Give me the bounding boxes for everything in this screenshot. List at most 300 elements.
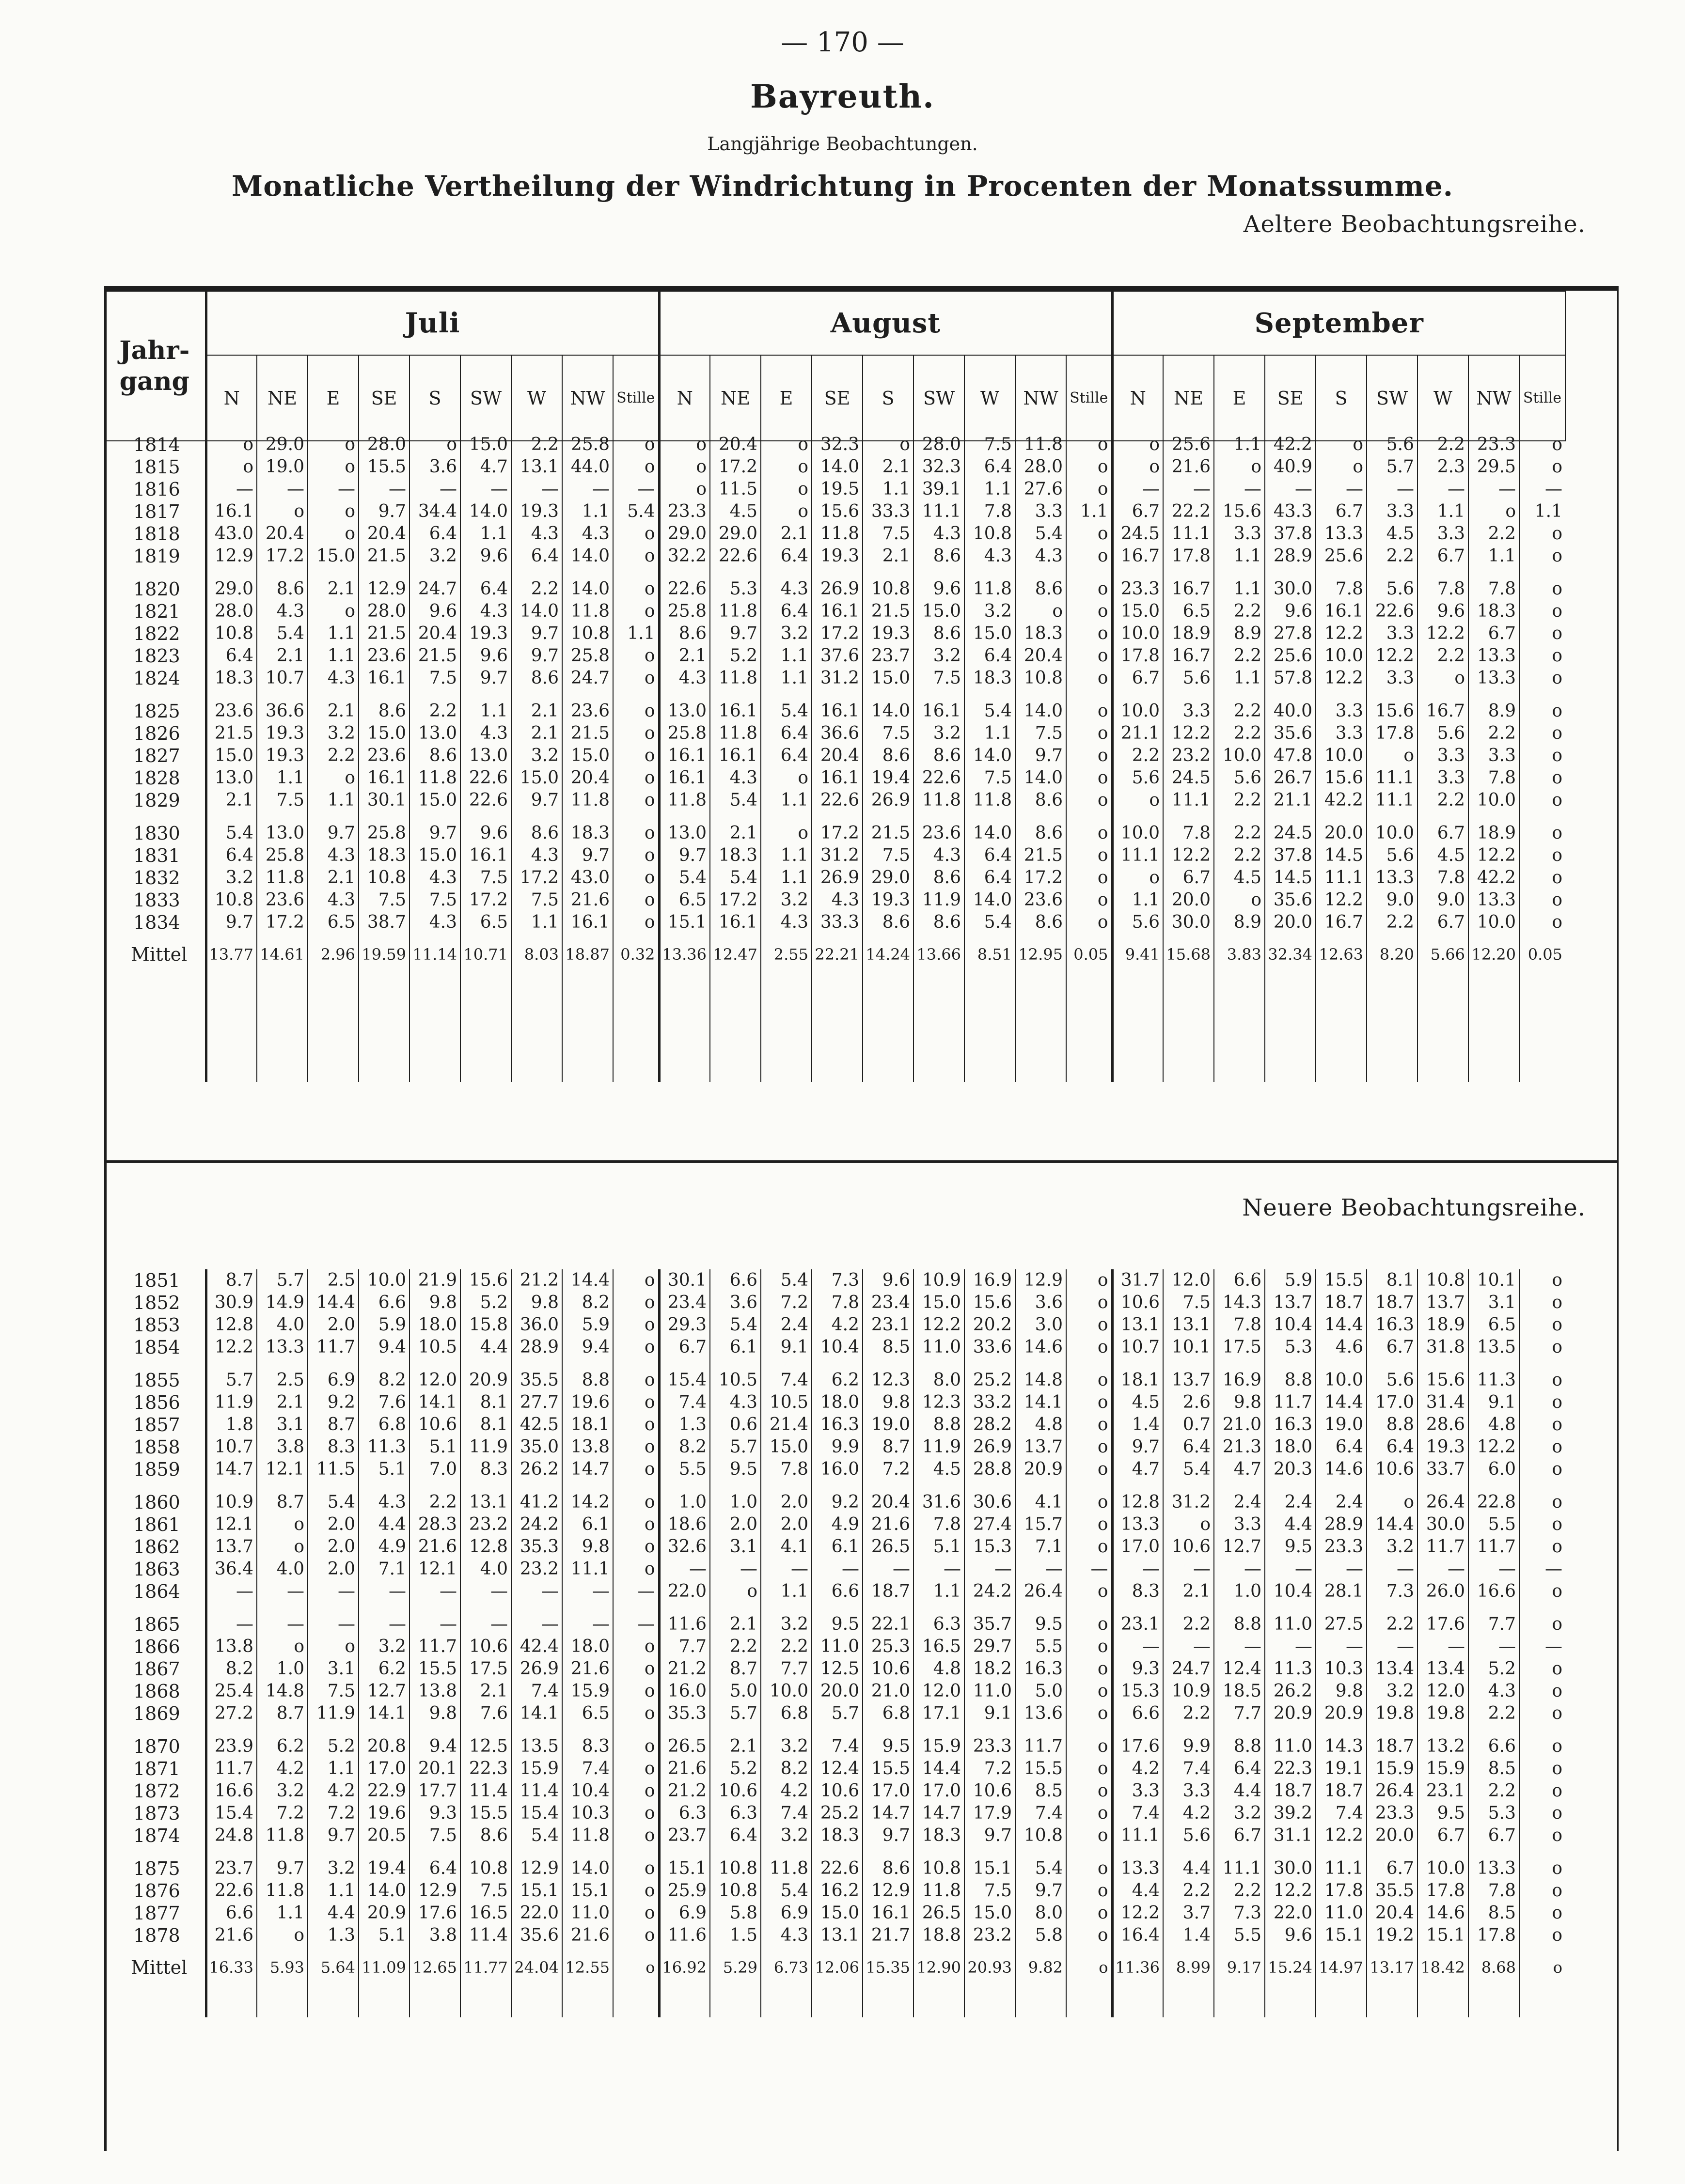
value-cell: 13.1 xyxy=(511,456,562,478)
value-cell: 28.2 xyxy=(964,1414,1015,1436)
value-cell: 42.4 xyxy=(511,1636,562,1658)
value-cell: 22.0 xyxy=(1265,1902,1316,1924)
value-cell: — xyxy=(613,478,659,500)
value-cell: 23.7 xyxy=(206,1847,257,1880)
table-row xyxy=(104,478,1565,500)
table-row xyxy=(104,1603,1565,1636)
value-cell: o xyxy=(1519,545,1565,567)
blank-cell xyxy=(1265,1979,1316,2017)
value-cell: — xyxy=(409,478,460,500)
value-cell: 17.8 xyxy=(1163,545,1214,567)
direction-header: N xyxy=(1112,355,1163,441)
value-cell: 4.3 xyxy=(308,844,359,867)
value-cell: 12.8 xyxy=(1112,1481,1163,1513)
value-cell: 22.6 xyxy=(206,1880,257,1902)
value-cell: 12.2 xyxy=(1417,623,1468,645)
value-cell: 26.9 xyxy=(863,789,913,811)
value-cell: 32.3 xyxy=(812,434,863,456)
value-cell: 24.5 xyxy=(1112,523,1163,545)
value-cell: 8.3 xyxy=(460,1458,511,1481)
value-cell: 11.0 xyxy=(913,1336,964,1358)
value-cell: 16.3 xyxy=(1265,1414,1316,1436)
value-cell: 6.5 xyxy=(308,911,359,934)
value-cell: 35.6 xyxy=(1265,889,1316,911)
mittel-value: 0.32 xyxy=(613,934,659,966)
value-cell: 13.7 xyxy=(206,1536,257,1558)
value-cell: 16.1 xyxy=(659,767,710,789)
table-row xyxy=(104,645,1565,667)
value-cell: 8.7 xyxy=(308,1414,359,1436)
value-cell: 6.7 xyxy=(1316,500,1367,523)
value-cell: 7.1 xyxy=(359,1558,409,1580)
value-cell: 12.2 xyxy=(1316,623,1367,645)
value-cell: 7.8 xyxy=(1468,1880,1519,1902)
value-cell: o xyxy=(1519,745,1565,767)
value-cell: 6.2 xyxy=(359,1658,409,1680)
value-cell: 16.1 xyxy=(710,689,761,722)
value-cell: 14.0 xyxy=(964,745,1015,767)
value-cell: 5.3 xyxy=(710,567,761,600)
value-cell: 14.9 xyxy=(257,1292,308,1314)
value-cell: 23.3 xyxy=(1316,1536,1367,1558)
value-cell: o xyxy=(613,1436,659,1458)
value-cell: 16.1 xyxy=(710,745,761,767)
value-cell: o xyxy=(1519,567,1565,600)
value-cell: 21.5 xyxy=(562,722,613,745)
value-cell: o xyxy=(659,478,710,500)
value-cell: 4.7 xyxy=(1214,1458,1265,1481)
value-cell: 28.6 xyxy=(1417,1414,1468,1436)
year-cell: 1815 xyxy=(133,456,180,478)
value-cell: o xyxy=(1066,1802,1112,1825)
value-cell: 6.4 xyxy=(761,745,812,767)
value-cell: 2.1 xyxy=(308,689,359,722)
value-cell: 15.6 xyxy=(1316,767,1367,789)
value-cell: 15.0 xyxy=(562,745,613,767)
value-cell: 8.6 xyxy=(863,911,913,934)
value-cell: 9.6 xyxy=(409,600,460,623)
direction-header: S xyxy=(863,355,913,441)
value-cell: o xyxy=(1066,567,1112,600)
value-cell: 2.2 xyxy=(1417,645,1468,667)
year-cell: 1851 xyxy=(133,1270,180,1291)
mittel-value: 14.61 xyxy=(257,934,308,966)
mittel-value: 12.55 xyxy=(562,1947,613,1979)
value-cell: 10.5 xyxy=(761,1391,812,1414)
value-cell: o xyxy=(1519,911,1565,934)
blank-cell xyxy=(1417,1979,1468,2017)
value-cell: 18.1 xyxy=(1112,1358,1163,1391)
value-cell: 6.4 xyxy=(761,545,812,567)
mittel-value: 11.77 xyxy=(460,1947,511,1979)
value-cell: 12.1 xyxy=(409,1558,460,1580)
value-cell: 15.8 xyxy=(460,1314,511,1336)
value-cell: 8.1 xyxy=(460,1414,511,1436)
value-cell: 7.5 xyxy=(257,789,308,811)
value-cell: 3.1 xyxy=(710,1536,761,1558)
mittel-value: 16.92 xyxy=(659,1947,710,1979)
value-cell: 10.0 xyxy=(1367,811,1417,844)
value-cell: 14.7 xyxy=(562,1458,613,1481)
value-cell: 16.1 xyxy=(812,767,863,789)
value-cell: 15.1 xyxy=(562,1880,613,1902)
value-cell: 2.2 xyxy=(1163,1603,1214,1636)
value-cell: 4.7 xyxy=(1112,1458,1163,1481)
mittel-value: 13.36 xyxy=(659,934,710,966)
year-cell: 1858 xyxy=(133,1436,180,1458)
mittel-row xyxy=(104,934,1565,966)
value-cell: 14.1 xyxy=(409,1391,460,1414)
value-cell: 26.5 xyxy=(913,1902,964,1924)
value-cell: 2.5 xyxy=(308,1269,359,1292)
value-cell: 5.6 xyxy=(1367,1358,1417,1391)
value-cell: 30.0 xyxy=(1163,911,1214,934)
blank-cell xyxy=(359,966,409,1082)
value-cell: 21.1 xyxy=(1112,722,1163,745)
value-cell: o xyxy=(1066,811,1112,844)
value-cell: 5.7 xyxy=(710,1436,761,1458)
value-cell: 23.4 xyxy=(659,1292,710,1314)
value-cell: — xyxy=(511,1603,562,1636)
value-cell: 3.2 xyxy=(761,1825,812,1847)
value-cell: 13.3 xyxy=(1367,867,1417,889)
value-cell: 18.0 xyxy=(1265,1436,1316,1458)
value-cell: 5.4 xyxy=(710,789,761,811)
value-cell: 7.5 xyxy=(460,1880,511,1902)
value-cell: 6.6 xyxy=(812,1580,863,1603)
value-cell: 10.8 xyxy=(562,623,613,645)
direction-header: E xyxy=(761,355,812,441)
value-cell: o xyxy=(1066,745,1112,767)
blank-cell xyxy=(1519,966,1565,1082)
value-cell: 10.7 xyxy=(1112,1336,1163,1358)
mittel-value: 11.14 xyxy=(409,934,460,966)
value-cell: 0.7 xyxy=(1163,1414,1214,1436)
table-row xyxy=(104,500,1565,523)
blank-cell xyxy=(562,966,613,1082)
value-cell: 5.2 xyxy=(460,1292,511,1314)
series-old-label: Aeltere Beobachtungsreihe. xyxy=(1243,211,1586,238)
value-cell: 3.8 xyxy=(409,1924,460,1947)
table-row xyxy=(104,600,1565,623)
direction-header: S xyxy=(1316,355,1367,441)
value-cell: 7.8 xyxy=(1163,811,1214,844)
value-cell: 4.3 xyxy=(308,889,359,911)
page-subtitle: Langjährige Beobachtungen. xyxy=(707,133,978,155)
value-cell: 6.2 xyxy=(257,1725,308,1758)
value-cell: 10.3 xyxy=(562,1802,613,1825)
table-row xyxy=(104,1481,1565,1513)
value-cell: 3.3 xyxy=(1163,1780,1214,1802)
value-cell: 1.0 xyxy=(710,1481,761,1513)
value-cell: 24.2 xyxy=(964,1580,1015,1603)
table-row xyxy=(104,844,1565,867)
value-cell: 20.0 xyxy=(1163,889,1214,911)
value-cell: 12.2 xyxy=(1468,844,1519,867)
value-cell: 25.3 xyxy=(863,1636,913,1658)
value-cell: o xyxy=(1066,1758,1112,1780)
value-cell: 14.5 xyxy=(1265,867,1316,889)
year-cell: 1834 xyxy=(133,912,180,933)
value-cell: — xyxy=(359,478,409,500)
year-cell: 1825 xyxy=(133,701,180,722)
value-cell: o xyxy=(1519,722,1565,745)
value-cell: 30.1 xyxy=(359,789,409,811)
value-cell: 17.5 xyxy=(1214,1336,1265,1358)
value-cell: 7.5 xyxy=(511,889,562,911)
value-cell: 43.0 xyxy=(206,523,257,545)
direction-header: N xyxy=(659,355,710,441)
blank-cell xyxy=(409,966,460,1082)
value-cell: 6.1 xyxy=(710,1336,761,1358)
value-cell: 7.8 xyxy=(1316,567,1367,600)
value-cell: 25.6 xyxy=(1316,545,1367,567)
value-cell: 12.4 xyxy=(812,1758,863,1780)
year-cell: 1866 xyxy=(133,1636,180,1657)
value-cell: 8.6 xyxy=(913,867,964,889)
table-row xyxy=(104,745,1565,767)
value-cell: 25.8 xyxy=(257,844,308,867)
value-cell: 1.1 xyxy=(308,1880,359,1902)
value-cell: 8.6 xyxy=(257,567,308,600)
value-cell: 4.3 xyxy=(913,523,964,545)
value-cell: 5.6 xyxy=(1112,911,1163,934)
value-cell: 7.5 xyxy=(460,867,511,889)
value-cell: 12.0 xyxy=(913,1680,964,1702)
value-cell: 8.6 xyxy=(863,1847,913,1880)
year-cell: 1857 xyxy=(133,1414,180,1435)
value-cell: 4.9 xyxy=(359,1536,409,1558)
value-cell: 7.8 xyxy=(913,1513,964,1536)
value-cell: 6.4 xyxy=(409,1847,460,1880)
blank-cell xyxy=(1316,1979,1367,2017)
value-cell: 15.9 xyxy=(1417,1758,1468,1780)
value-cell: 4.3 xyxy=(710,1391,761,1414)
value-cell: 2.2 xyxy=(511,567,562,600)
value-cell: 18.9 xyxy=(1468,811,1519,844)
value-cell: 5.4 xyxy=(206,811,257,844)
value-cell: 14.0 xyxy=(511,600,562,623)
blank-cell xyxy=(1015,1979,1066,2017)
value-cell: 11.8 xyxy=(710,722,761,745)
value-cell: 16.5 xyxy=(913,1636,964,1658)
value-cell: 7.8 xyxy=(1468,767,1519,789)
value-cell: 3.3 xyxy=(1468,745,1519,767)
value-cell: 35.6 xyxy=(1265,722,1316,745)
value-cell: 2.1 xyxy=(308,867,359,889)
value-cell: 15.0 xyxy=(863,667,913,689)
value-cell: 16.7 xyxy=(1163,645,1214,667)
value-cell: o xyxy=(1519,1536,1565,1558)
value-cell: 20.9 xyxy=(1015,1458,1066,1481)
value-cell: 7.8 xyxy=(812,1292,863,1314)
value-cell: 19.8 xyxy=(1367,1702,1417,1725)
value-cell: 2.1 xyxy=(257,1391,308,1414)
value-cell: 9.4 xyxy=(359,1336,409,1358)
value-cell: 3.2 xyxy=(913,722,964,745)
value-cell: o xyxy=(1519,1580,1565,1603)
value-cell: 12.5 xyxy=(460,1725,511,1758)
value-cell: 6.1 xyxy=(562,1513,613,1536)
value-cell: 4.7 xyxy=(460,456,511,478)
value-cell: 3.3 xyxy=(1417,767,1468,789)
year-cell: 1877 xyxy=(133,1903,180,1924)
mittel-value: 20.93 xyxy=(964,1947,1015,1979)
value-cell: 20.8 xyxy=(359,1725,409,1758)
value-cell: 5.6 xyxy=(1417,722,1468,745)
value-cell: o xyxy=(613,1391,659,1414)
value-cell: 5.1 xyxy=(913,1536,964,1558)
value-cell: o xyxy=(1519,1513,1565,1536)
mittel-value: 2.55 xyxy=(761,934,812,966)
table-row xyxy=(104,434,1565,456)
mittel-value: 22.21 xyxy=(812,934,863,966)
value-cell: 6.9 xyxy=(308,1358,359,1391)
table-row xyxy=(104,1513,1565,1536)
value-cell: 2.2 xyxy=(409,689,460,722)
value-cell: o xyxy=(308,456,359,478)
year-cell: 1862 xyxy=(133,1536,180,1558)
value-cell: 17.0 xyxy=(1112,1536,1163,1558)
value-cell: 5.5 xyxy=(1214,1924,1265,1947)
table-row xyxy=(104,689,1565,722)
table-row xyxy=(104,1702,1565,1725)
value-cell: o xyxy=(863,434,913,456)
value-cell: 9.4 xyxy=(562,1336,613,1358)
value-cell: 2.2 xyxy=(1468,523,1519,545)
blank-cell xyxy=(710,966,761,1082)
mittel-row xyxy=(104,1947,1565,1979)
value-cell: 19.4 xyxy=(863,767,913,789)
value-cell: o xyxy=(613,1780,659,1802)
value-cell: 5.3 xyxy=(1468,1802,1519,1825)
value-cell: 2.2 xyxy=(1214,844,1265,867)
value-cell: 2.4 xyxy=(1316,1481,1367,1513)
value-cell: 28.0 xyxy=(1015,456,1066,478)
value-cell: 7.5 xyxy=(863,844,913,867)
value-cell: 30.6 xyxy=(964,1481,1015,1513)
value-cell: 7.5 xyxy=(308,1680,359,1702)
value-cell: 28.9 xyxy=(511,1336,562,1358)
direction-header: W xyxy=(1417,355,1468,441)
value-cell: 3.2 xyxy=(964,600,1015,623)
table-row xyxy=(104,1758,1565,1780)
value-cell: 5.6 xyxy=(1163,667,1214,689)
value-cell: 18.3 xyxy=(710,844,761,867)
value-cell: 15.0 xyxy=(913,600,964,623)
value-cell: o xyxy=(1519,1603,1565,1636)
value-cell: 9.7 xyxy=(206,911,257,934)
value-cell: 3.3 xyxy=(1367,667,1417,689)
value-cell: 12.9 xyxy=(206,545,257,567)
value-cell: 4.3 xyxy=(562,523,613,545)
value-cell: 15.5 xyxy=(1015,1758,1066,1780)
value-cell: 19.5 xyxy=(812,478,863,500)
value-cell: 12.2 xyxy=(1265,1880,1316,1902)
value-cell: o xyxy=(1519,1880,1565,1902)
value-cell: 11.1 xyxy=(1367,767,1417,789)
value-cell: 4.8 xyxy=(1015,1414,1066,1436)
value-cell: 10.0 xyxy=(1316,1358,1367,1391)
value-cell: 7.5 xyxy=(409,1825,460,1847)
value-cell: 5.4 xyxy=(964,689,1015,722)
value-cell: 1.1 xyxy=(1468,545,1519,567)
value-cell: o xyxy=(1519,623,1565,645)
value-cell: 14.4 xyxy=(1316,1314,1367,1336)
value-cell: 5.2 xyxy=(710,1758,761,1780)
value-cell: 14.3 xyxy=(1316,1725,1367,1758)
value-cell: 14.0 xyxy=(964,889,1015,911)
value-cell: — xyxy=(613,1603,659,1636)
value-cell: o xyxy=(761,811,812,844)
value-cell: 3.3 xyxy=(1163,689,1214,722)
value-cell: 11.8 xyxy=(1015,434,1066,456)
value-cell: 14.1 xyxy=(1015,1391,1066,1414)
value-cell: — xyxy=(511,1580,562,1603)
mittel-value: 8.20 xyxy=(1367,934,1417,966)
value-cell: o xyxy=(613,689,659,722)
month-header-august: August xyxy=(659,291,1112,355)
value-cell: 4.3 xyxy=(659,667,710,689)
value-cell: o xyxy=(1519,1414,1565,1436)
value-cell: — xyxy=(206,478,257,500)
value-cell: 21.5 xyxy=(863,600,913,623)
value-cell: 10.4 xyxy=(562,1780,613,1802)
value-cell: 11.8 xyxy=(913,789,964,811)
table-row xyxy=(104,1436,1565,1458)
value-cell: o xyxy=(1066,1580,1112,1603)
blank-cell xyxy=(761,966,812,1082)
value-cell: o xyxy=(613,844,659,867)
year-column-header: Jahr-gang xyxy=(104,291,206,441)
value-cell: 13.1 xyxy=(1163,1314,1214,1336)
year-cell: 1819 xyxy=(133,546,180,567)
value-cell: 6.7 xyxy=(1417,911,1468,934)
value-cell: o xyxy=(1066,1336,1112,1358)
value-cell: o xyxy=(659,456,710,478)
value-cell: 39.2 xyxy=(1265,1802,1316,1825)
value-cell: 17.9 xyxy=(964,1802,1015,1825)
value-cell: 12.9 xyxy=(1015,1269,1066,1292)
value-cell: 22.0 xyxy=(511,1902,562,1924)
value-cell: 10.0 xyxy=(1214,745,1265,767)
value-cell: 14.0 xyxy=(359,1880,409,1902)
value-cell: 2.1 xyxy=(710,1603,761,1636)
value-cell: 18.3 xyxy=(964,667,1015,689)
value-cell: 18.0 xyxy=(562,1636,613,1658)
value-cell: 10.4 xyxy=(1265,1314,1316,1336)
value-cell: o xyxy=(1066,1680,1112,1702)
value-cell: o xyxy=(1519,767,1565,789)
value-cell: o xyxy=(1066,434,1112,456)
value-cell: 5.6 xyxy=(1214,767,1265,789)
value-cell: 25.2 xyxy=(964,1358,1015,1391)
value-cell: 4.3 xyxy=(761,1924,812,1947)
value-cell: 12.4 xyxy=(1214,1658,1265,1680)
mittel-label: Mittel xyxy=(131,1957,188,1978)
value-cell: 3.3 xyxy=(1214,1513,1265,1536)
mittel-value: 2.96 xyxy=(308,934,359,966)
direction-header: SW xyxy=(1367,355,1417,441)
value-cell: 2.2 xyxy=(1214,600,1265,623)
value-cell: 2.2 xyxy=(1163,1880,1214,1902)
value-cell: 30.0 xyxy=(1265,1847,1316,1880)
value-cell: 19.3 xyxy=(812,545,863,567)
value-cell: 8.6 xyxy=(1015,789,1066,811)
value-cell: 11.8 xyxy=(710,600,761,623)
value-cell: 13.5 xyxy=(1468,1336,1519,1358)
table-row xyxy=(104,811,1565,844)
